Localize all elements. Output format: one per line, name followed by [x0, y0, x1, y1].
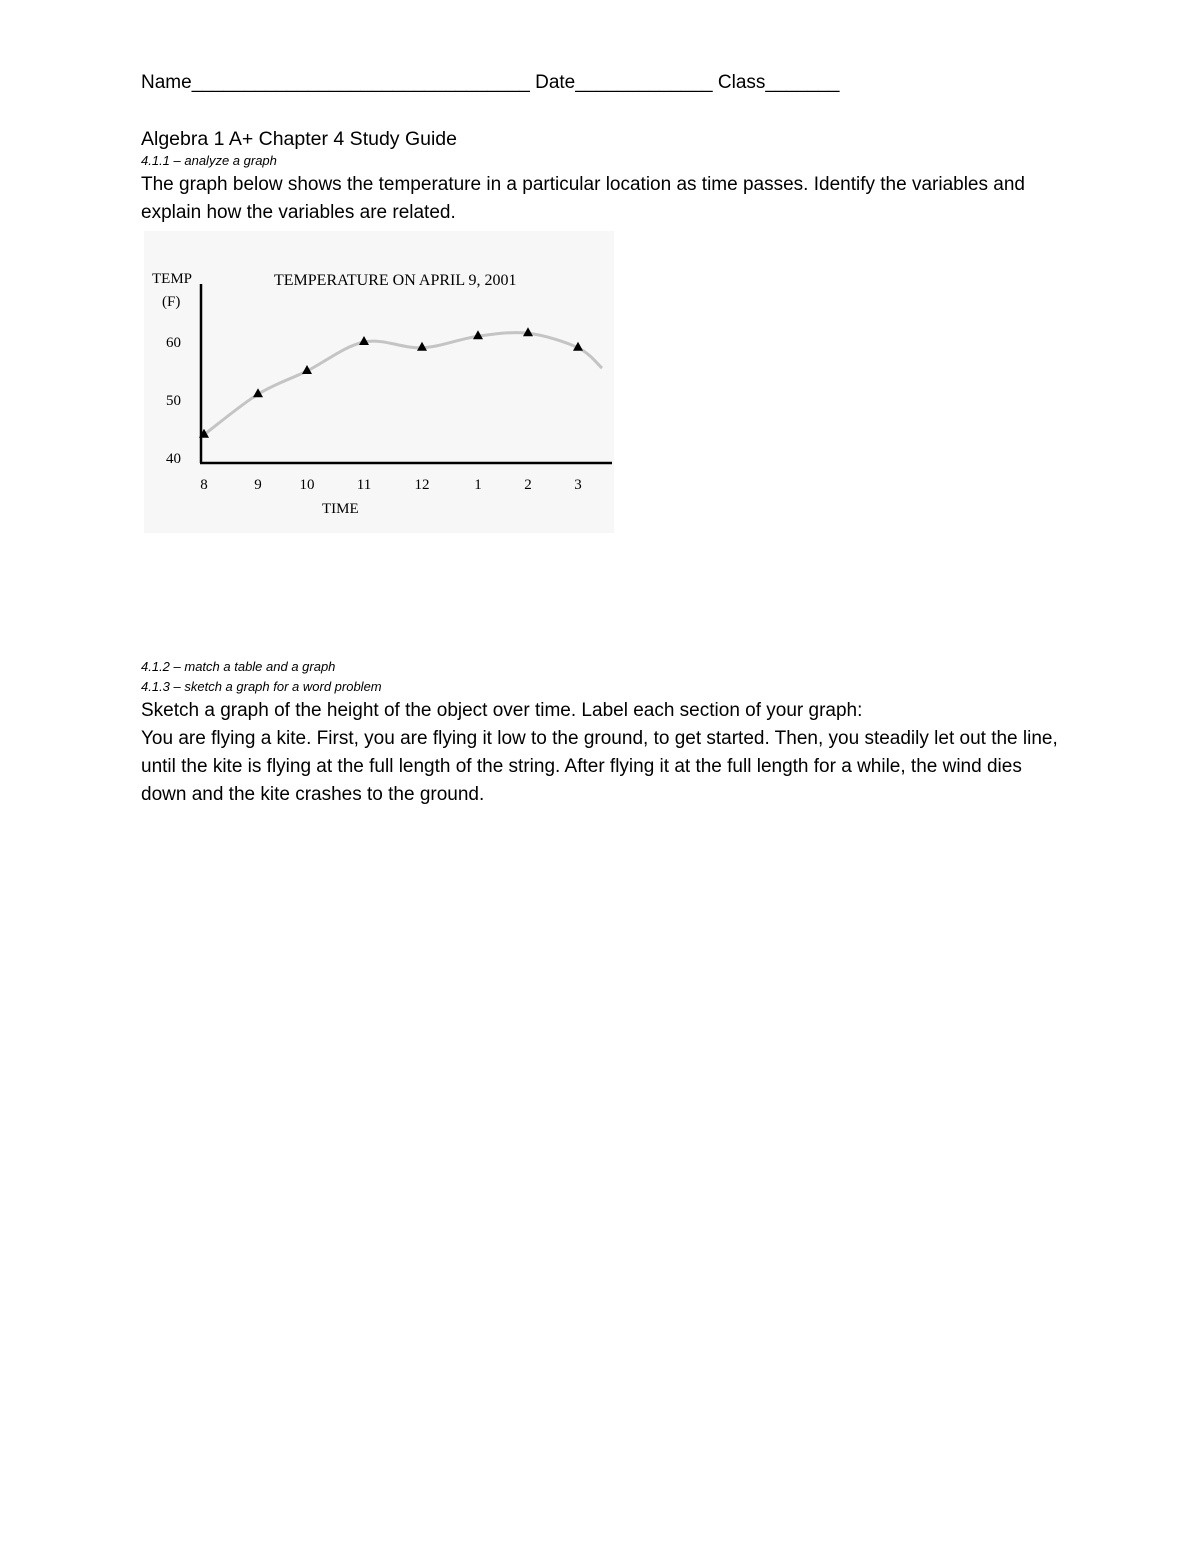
x-tick-label: 3 [574, 477, 582, 493]
y-axis-label-line2: (F) [162, 294, 181, 310]
temperature-graph [144, 231, 614, 533]
guide-title: Algebra 1 A+ Chapter 4 Study Guide [141, 128, 457, 150]
temperature-chart-svg [144, 231, 614, 533]
objective-4-1-3: 4.1.3 – sketch a graph for a word problem [141, 679, 382, 694]
x-tick-label: 8 [200, 477, 208, 493]
name-blank: ________________________________ [191, 72, 530, 93]
date-label: Date [535, 72, 576, 93]
class-label: Class [717, 72, 766, 93]
x-tick-label: 11 [356, 477, 372, 493]
x-tick-label: 1 [474, 477, 482, 493]
y-axis-label-line1: TEMP [152, 271, 193, 287]
name-label: Name [141, 72, 192, 93]
x-tick-label: 12 [414, 477, 430, 493]
chart-title: TEMPERATURE ON APRIL 9, 2001 [274, 272, 517, 289]
x-tick-label: 10 [299, 477, 315, 493]
y-tick-label: 40 [166, 451, 181, 467]
x-tick-labels [200, 477, 582, 493]
objective-4-1-1: 4.1.1 – analyze a graph [141, 153, 277, 168]
x-axis-label: TIME [322, 501, 359, 517]
objective-4-1-2: 4.1.2 – match a table and a graph [141, 659, 336, 674]
x-tick-label: 9 [254, 477, 262, 493]
temperature-curve [204, 333, 602, 435]
graph-question: The graph below shows the temperature in a particular location as time passes. Identify the variables and explain how the variables are related. [141, 174, 1025, 223]
date-blank: _____________ [575, 72, 713, 93]
kite-word-problem: You are flying a kite. First, you are flying it low to the ground, to get started. Then, you steadily let out the line, until the kite is flying at the full length of the string. After flying it at the full length for a while, the wind dies down and the kite crashes to the ground. [141, 728, 1058, 805]
header-line [141, 70, 1061, 96]
y-tick-labels [166, 335, 181, 467]
x-tick-label: 2 [524, 477, 532, 493]
y-tick-label: 60 [166, 335, 181, 351]
sketch-instruction: Sketch a graph of the height of the object over time. Label each section of your graph: [141, 700, 863, 721]
y-tick-label: 50 [166, 393, 181, 409]
study-guide-page [141, 70, 1061, 809]
class-blank: _______ [765, 72, 840, 93]
